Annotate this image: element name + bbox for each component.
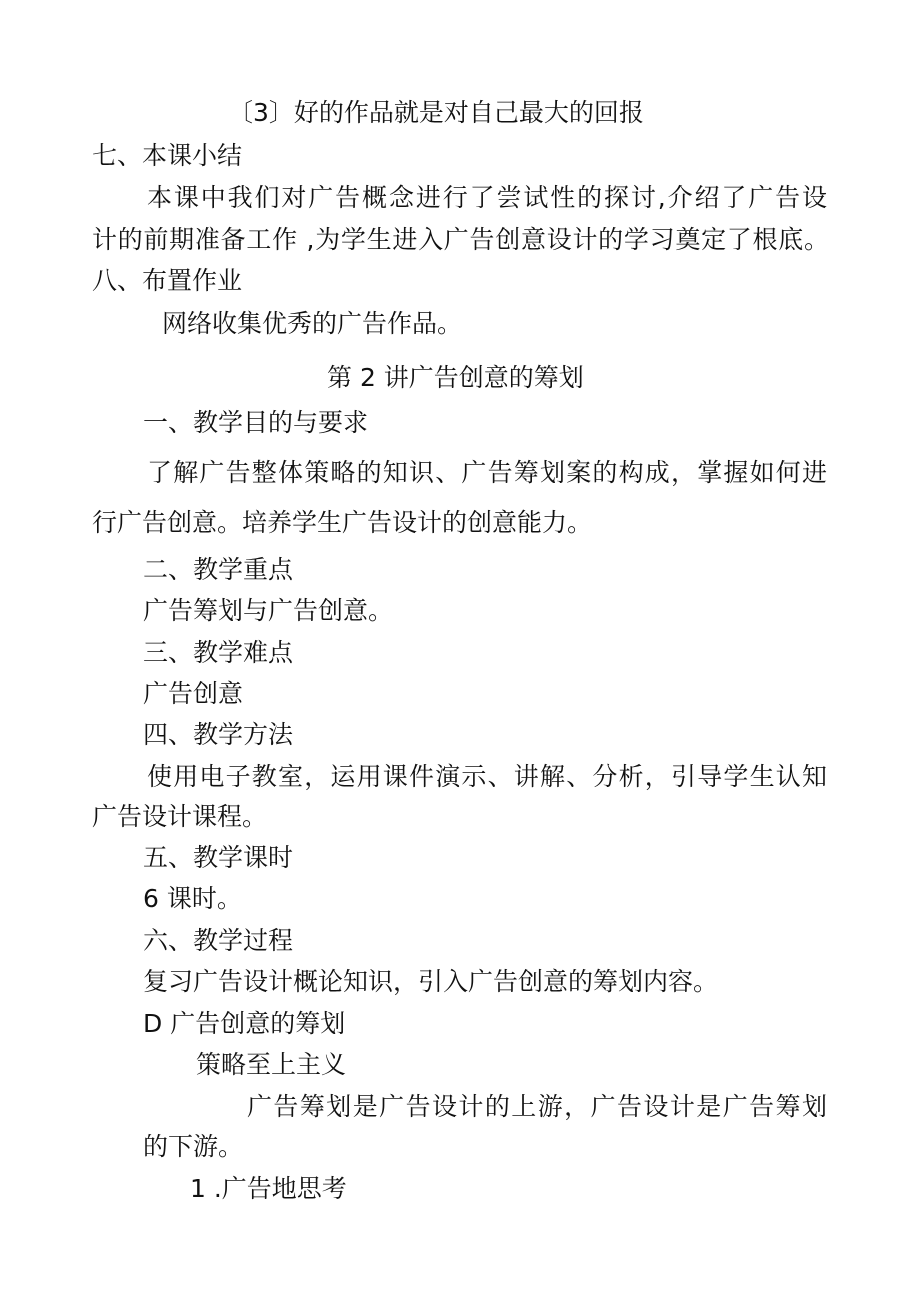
key-points-text: 广告筹划与广告创意。 (143, 596, 394, 625)
heading-objectives: 一、教学目的与要求 (143, 408, 369, 437)
methods-line2: 广告设计课程。 (92, 802, 268, 831)
list-item-1: 1 .广告地思考 (190, 1174, 347, 1203)
heading-difficulties: 三、教学难点 (143, 638, 294, 667)
hours-text: 6 课时。 (143, 884, 242, 913)
heading-summary: 七、本课小结 (92, 141, 243, 170)
lecture-title: 第 2 讲广告创意的筹划 (327, 363, 584, 392)
heading-process: 六、教学过程 (143, 926, 294, 955)
objectives-line1: 了解广告整体策略的知识、广告筹划案的构成，掌握如何进 (147, 458, 827, 487)
heading-key-points: 二、教学重点 (143, 555, 294, 584)
process-text: 复习广告设计概论知识，引入广告创意的筹划内容。 (143, 967, 719, 996)
strategy-heading: 策略至上主义 (196, 1050, 347, 1079)
heading-hours: 五、教学课时 (143, 843, 294, 872)
difficulties-text: 广告创意 (143, 679, 244, 708)
strategy-line2: 的下游。 (143, 1132, 244, 1161)
homework-text: 网络收集优秀的广告作品。 (162, 309, 463, 338)
objectives-line2: 行广告创意。培养学生广告设计的创意能力。 (92, 508, 593, 537)
section-d-heading: D 广告创意的筹划 (143, 1009, 346, 1038)
heading-methods: 四、教学方法 (143, 720, 294, 749)
strategy-line1: 广告筹划是广告设计的上游，广告设计是广告筹划 (247, 1092, 827, 1121)
list-item-3: 〔3〕好的作品就是对自己最大的回报 (228, 98, 644, 127)
methods-line1: 使用电子教室，运用课件演示、讲解、分析，引导学生认知 (147, 762, 827, 791)
heading-homework: 八、布置作业 (92, 266, 243, 295)
summary-paragraph-line2: 计的前期准备工作 ,为学生进入广告创意设计的学习奠定了根底。 (92, 225, 829, 254)
summary-paragraph-line1: 本课中我们对广告概念进行了尝试性的探讨,介绍了广告设 (147, 183, 827, 212)
